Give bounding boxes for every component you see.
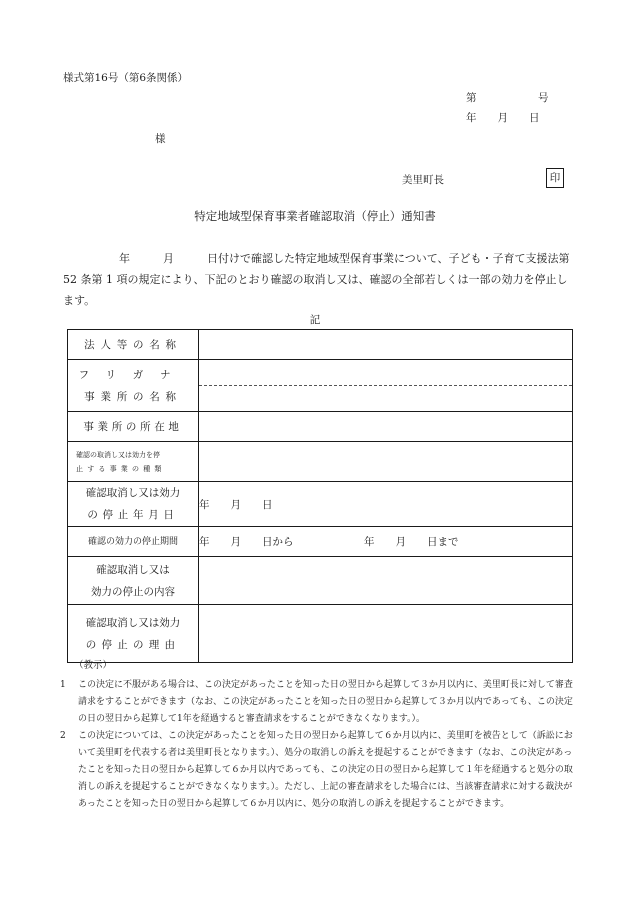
form-number: 様式第16号（第6条関係） xyxy=(63,72,189,84)
table-row xyxy=(68,360,573,412)
number-suffix: 号 xyxy=(538,92,549,104)
label-content: 確認取消し又は 効力の停止の内容 xyxy=(68,557,199,605)
field-corporation-name[interactable] xyxy=(199,330,573,360)
furigana-divider xyxy=(199,385,572,386)
instructions-list xyxy=(60,677,575,813)
field-office-address[interactable] xyxy=(199,412,573,442)
table-row xyxy=(68,527,573,557)
label-office-name-text: 事業所の名称 xyxy=(84,390,182,403)
period-start: 年 月 日から xyxy=(199,536,294,548)
note-text: この決定については、この決定があったことを知った日の翌日から起算して６か月以内に、美里町を被告として（訴訟において美里町を代表する者は美里町長となります。）、処分の取消しの訴えを提起することができます（なお、この決定があったことを知った日の翌日から起算して６か月以内であっても、この決定の日の翌日から起算して１年を経過すると処分の取消しの訴えを提起することができなくなります。）。ただし、上記の審査請求をした場合には、当該審査請求に対する裁決があったことを知った日の翌日から起算して６か月以内に、処分の取消しの訴えを提起することができます。 xyxy=(78,731,573,809)
list-item xyxy=(60,728,575,813)
document-number-line xyxy=(466,90,549,105)
label-effective-date: 確認取消し又は効力 の停止年月日 xyxy=(68,482,199,527)
period-end: 年 月 日まで xyxy=(364,536,459,548)
label-furigana: フリガナ xyxy=(78,368,188,381)
label-reason: 確認取消し又は効力 の停止の理由 xyxy=(68,605,199,663)
field-business-type[interactable] xyxy=(199,442,573,482)
label-office-name xyxy=(68,360,199,412)
list-item xyxy=(60,677,575,728)
body-text xyxy=(63,248,575,311)
number-prefix: 第 xyxy=(466,92,477,104)
addressee: 様 xyxy=(155,133,166,145)
label-office-address: 事業所の所在地 xyxy=(68,412,199,442)
mayor-name: 美里町長 xyxy=(402,174,444,186)
label-business-type: 確認の取消し又は効力を停 止する事業の種類 xyxy=(68,442,199,482)
table-row xyxy=(68,557,573,605)
table-row xyxy=(68,330,573,360)
field-office-name[interactable] xyxy=(199,360,573,412)
instructions-heading: （教示） xyxy=(74,660,113,671)
table-row xyxy=(68,442,573,482)
ki-heading: 記 xyxy=(309,314,321,326)
body-paragraph: 年 月 日付けで確認した特定地域型保育事業について、子ども・子育て支援法第 52 条第 1 項の規定により、下記のとおり確認の取消し又は、確認の全部若しくは一部の効力を停止します。 xyxy=(63,252,570,307)
document-title: 特定地域型保育事業者確認取消（停止）通知書 xyxy=(194,209,436,223)
label-corporation-name: 法人等の名称 xyxy=(68,330,199,360)
table-row xyxy=(68,482,573,527)
table-row xyxy=(68,605,573,663)
field-suspension-period[interactable] xyxy=(199,527,573,557)
note-number: 2 xyxy=(60,731,66,741)
issue-date: 年 月 日 xyxy=(466,112,540,124)
details-table xyxy=(67,329,573,663)
seal-mark: 印 xyxy=(546,168,564,188)
field-effective-date[interactable]: 年 月 日 xyxy=(199,482,573,527)
note-text: この決定に不服がある場合は、この決定があったことを知った日の翌日から起算して３か月以内に、美里町長に対して審査請求をすることができます（なお、この決定があったことを知った日の翌日から起算して３か月以内であっても、この決定の日の翌日から起算して1年を経過すると審査請求をすることができなくなります。）。 xyxy=(78,680,573,724)
label-suspension-period: 確認の効力の停止期間 xyxy=(68,527,199,557)
field-reason[interactable] xyxy=(199,605,573,663)
note-number: 1 xyxy=(60,680,66,690)
field-content[interactable] xyxy=(199,557,573,605)
table-row xyxy=(68,412,573,442)
